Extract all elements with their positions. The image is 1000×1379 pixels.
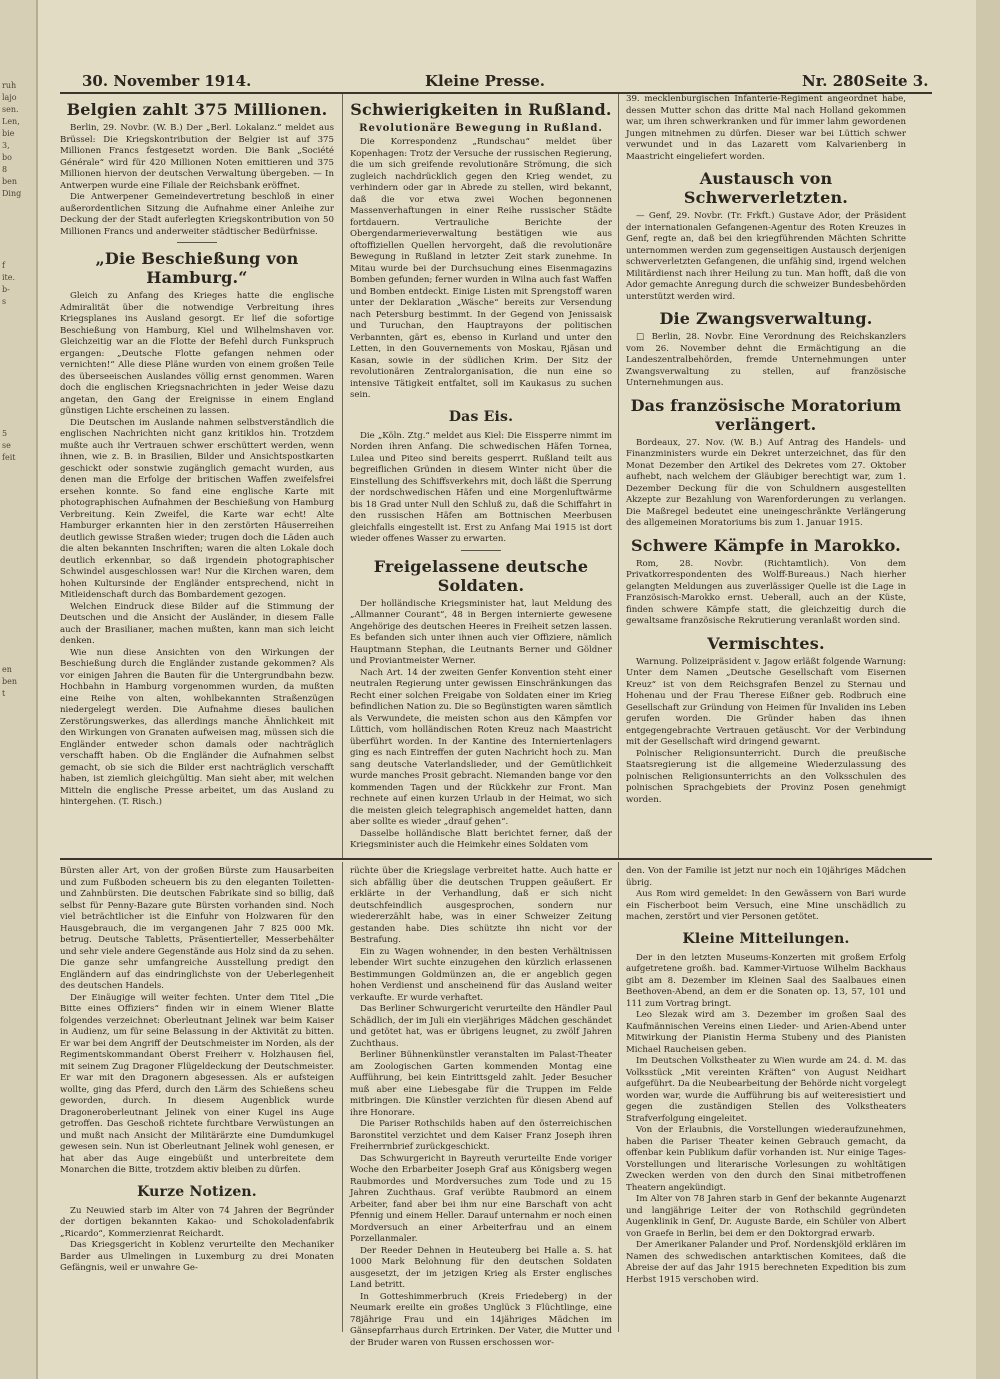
fragment-line: b-	[2, 285, 10, 294]
article-paragraph: Gleich zu Anfang des Krieges hatte die englische Admiralität über die notwendige Verbreitung ihres Kriegsplanes ins Ausland gesorgt. Er lief die sofortige Beschießung von Hamburg, Kiel und Wilhelmshaven vor. Gleichzeitig war an die Flotte der Befehl durch Funkspruch ergangen: „Deutsche Flotte gefangen nehmen oder vernichten!“ Alle diese Pläne wurden von einem großen Teile des überseeischen Auslandes völlig ernst genommen. Waren doch die englischen Kriegsnachrichten in jeder Weise dazu angetan, den Gang der Ereignisse in einem England günstigen Lichte erscheinen zu lassen.	[60, 291, 334, 416]
article-headline: Kurze Notizen.	[137, 1183, 257, 1200]
article-paragraph: Polnischer Religionsunterricht. Durch die preußische Staatsregierung ist die allgemeine Wiederzulassung des polnischen Religionsunterrichts an den Volksschulen des polnischen Sprachgebiets der Provinz Posen genehmigt worden.	[626, 748, 906, 805]
fragment-line: en	[2, 665, 12, 674]
bottom-column-2	[350, 866, 612, 1348]
adjacent-page-fragment	[0, 0, 38, 1379]
article-headline: Schwere Kämpfe in Marokko.	[631, 535, 901, 555]
column-rule	[618, 94, 619, 858]
column-2	[350, 94, 612, 856]
article-paragraph: Das Berliner Schwurgericht verurteilte den Händler Paul Schädlich, der im Juli ein vierjähriges Mädchen geschändet und getötet hat, was er übrigens leugnet, zu zwölf Jahren Zuchthaus.	[350, 1004, 612, 1049]
article-paragraph: — Genf, 29. Novbr. (Tr. Frkft.) Gustave Ador, der Präsident der internationalen Gefangenen-Agentur des Roten Kreuzes in Genf, regte an, daß bei den kriegführenden Mächten Schritte unternommen werden zum gegenseitigen Austausch derjenigen schwerverletzten Gefangenen, die unfähig sind, irgend welchen Militärdienst nach ihrer Heilung zu tun. Man hofft, daß die von Ador gemachte Anregung durch die schweizer Bundesbehörden unterstützt werden wird.	[626, 211, 906, 302]
fragment-line: feit	[2, 453, 16, 462]
article-headline: Die Zwangsverwaltung.	[659, 309, 873, 328]
article-paragraph: Im Deutschen Volkstheater zu Wien wurde am 24. d. M. das Volksstück „Mit vereinten Kräften“ von August Neidhart aufgeführt. Da die Neubearbeitung der Behörde nicht vorgelegt worden war, wurde die Aufführung bis auf weiteresistiert und gegen die zuständigen Stellen des Volkstheaters Strafverfolgung eingeleitet.	[626, 1056, 906, 1124]
article-paragraph: Leo Slezak wird am 3. Dezember im großen Saal des Kaufmännischen Vereins einen Lieder- und Arien-Abend unter Mitwirkung der Pianistin Herma Stubeny und des Pianisten Michael Raucheisen geben.	[626, 1010, 906, 1055]
fragment-line: 3,	[2, 141, 10, 150]
article-headline: Freigelassene deutsche Soldaten.	[373, 556, 589, 595]
article-headline: Austausch von Schwerverletzten.	[683, 169, 849, 207]
article-paragraph: Wie nun diese Ansichten von den Wirkungen der Beschießung durch die Engländer zustande gekommen? Als vor einigen Jahren die Bauten für die Untergrundbahn bezw. Hochbahn in Hamburg vorgenommen wurden, da mußten eine Reihe von alten, wohlbekannten Straßenzügen niedergelegt werden. Die Aufnahme dieses baulichen Zerstörungswerkes, das allerdings manche Ähnlichkeit mit den Wirkungen von Granaten aufweisen mag, müssen sich die Engländer entweder schon damals oder nachträglich verschafft haben. Ob die Engländer die Aufnahmen selbst gemacht, ob sie sich die Bilder erst nachträglich verschafft haben, ist ziemlich gleichgültig. Man sieht aber, mit welchen Mitteln die englische Presse arbeitet, um das Ausland zu hintergehen. (T. Risch.)	[60, 647, 334, 807]
article-paragraph: Das Kriegsgericht in Koblenz verurteilte den Mechaniker Barder aus Ulmelingen in Luxemburg zu drei Monaten Gefängnis, weil er unwahre Ge-	[60, 1240, 334, 1273]
article-paragraph: 39. mecklenburgischen Infanterie-Regiment angeordnet habe, dessen Mutter schon das dritte Mal nach Holland gekommen war, um ihren schwerkranken und für immer lahm gewordenen Jungen mitnehmen zu dürfen. Dieser war bei Lüttich schwer verwundet und in das Lazarett vom Kalvarienberg in Maastricht eingeliefert worden.	[626, 94, 906, 162]
fragment-line: f	[2, 261, 5, 270]
fragment-line: ben	[2, 177, 18, 186]
article-paragraph: Berlin, 29. Novbr. (W. B.) Der „Berl. Lokalanz.“ meldet aus Brüssel: Die Kriegskontribution der Belgier ist auf 375 Millionen Francs festgesetzt worden. Die Bank „Société Générale“ wird für 420 Millionen Noten emittieren und 375 Millionen hiervon der deutschen Verwaltung übergeben. — In Antwerpen wurde eine Filiale der Reichsbank eröffnet.	[60, 123, 334, 191]
fragment-line: t	[2, 689, 6, 698]
page-edge	[976, 0, 1000, 1379]
article-paragraph: Warnung. Polizeipräsident v. Jagow erläßt folgende Warnung: Unter dem Namen „Deutsche Gesellschaft vom Eisernen Kreuz“ ist von dem Reichsgrafen Benzel zu Sternau und Hohenau und der Frau Therese Eißner geb. Rodbruch eine Gesellschaft zur Gründung von Heimen für Invaliden ins Leben gerufen worden. Die Gründer haben das ihnen entgegengebrachte Vertrauen getäuscht. Vor der Verbindung mit der Gesellschaft wird dringend gewarnt.	[626, 656, 906, 747]
article-paragraph: Bordeaux, 27. Nov. (W. B.) Auf Antrag des Handels- und Finanzministers wurde ein Dekret unterzeichnet, das für den Monat Dezember den Artikel des Dekretes vom 27. Oktober aufhebt, nach welchem der Gläubiger berechtigt war, zum 1. Dezember Deckung für die von Schuldnern ausgestellten Akzepte zur Bezahlung von Warenforderungen zu verlangen. Die Maßregel bedeutet eine uneingeschränkte Verlängerung des allgemeinen Moratoriums bis zum 1. Januar 1915.	[626, 437, 906, 528]
article-paragraph: Der Reeder Dehnen in Heuteuberg bei Halle a. S. hat 1000 Mark Belohnung für den deutschen Soldaten ausgesetzt, der im jetzigen Krieg als Erster englisches Land betritt.	[350, 1245, 612, 1290]
article-paragraph: Die „Köln. Ztg.“ meldet aus Kiel: Die Eissperre nimmt im Norden ihren Anfang. Die schwedischen Häfen Tornea, Lulea und Piteo sind bereits gesperrt. Rußland teilt aus begreiflichen Gründen in diesem Winter nicht über die Einstellung des Schiffsverkehrs mit, doch läßt die Sperrung der nordschwedischen Häfen und eine Morgenluftwärme bis 18 Grad unter Null den Schluß zu, daß die Schiffahrt in den russischen Häfen am Bottnischen Meerbusen gleichfalls eingestellt ist. Erst zu Anfang Mai 1915 ist dort wieder offenes Wasser zu erwarten.	[350, 430, 612, 544]
column-rule	[342, 94, 343, 858]
article-headline: Belgien zahlt 375 Millionen.	[66, 100, 328, 119]
masthead	[60, 72, 932, 94]
fragment-line: se	[2, 441, 11, 450]
article-paragraph: Die Antwerpener Gemeindevertretung beschloß in einer außerordentlichen Sitzung die Aufnahme einer Anleihe zur Deckung der der Stadt auferlegten Kriegskontribution von 50 Millionen Francs und anderweiter städtischer Bedürfnisse.	[60, 192, 334, 237]
article-paragraph: In Gotteshimmerbruch (Kreis Friedeberg) in der Neumark ereilte ein großes Unglück 3 Flüchtlinge, eine 78jährige Frau und ein 14jähriges Mädchen im Gänsepfarrhaus durch Ertrinken. Der Vater, die Mutter und der Bruder waren von Russen erschossen wor-	[350, 1291, 612, 1348]
article-paragraph: Der in den letzten Museums-Konzerten mit großem Erfolg aufgetretene großh. bad. Kammer-Virtuose Wilhelm Backhaus gibt am 8. Dezember im Kleinen Saal des Saalbaues einen Beethoven-Abend, an dem er die Sonaten op. 13, 57, 101 und 111 zum Vortrag bringt.	[626, 952, 906, 1009]
article-paragraph: Aus Rom wird gemeldet: In den Gewässern von Bari wurde ein Fischerboot beim Versuch, eine Mine unschädlich zu machen, zerstört und vier Personen getötet.	[626, 889, 906, 922]
article-paragraph: Nach Art. 14 der zweiten Genfer Konvention steht einer neutralen Regierung unter gewissen Einschränkungen das Recht einer solchen Freigabe von Soldaten einer im Krieg befindlichen Nation zu. Die so Begünstigten waren sämtlich als Verwundete, die meisten schon aus den Kämpfen vor Lüttich, vom holländischen Roten Kreuz nach Maastricht überführt worden. In der Kantine des Interniertenlagers ging es nach Eintreffen der guten Nachricht hoch zu. Man sang deutsche Vaterlandslieder, und der Gemütlichkeit wurde manches Prosit gebracht. Niemanden bange vor den kommenden Tagen und der Rückkehr zur Front. Man rechnete auf einen kurzen Urlaub in der Heimat, wo sich die meisten gleich telegraphisch angemeldet hatten, dann aber sollte es wieder „drauf gehen“.	[350, 667, 612, 827]
fragment-line: sen.	[2, 105, 19, 114]
column-rule	[342, 862, 343, 1332]
column-rule	[618, 862, 619, 1332]
article-paragraph: Welchen Eindruck diese Bilder auf die Stimmung der Deutschen und die Ansicht der Ausländer, in diesem Falle auch der Brasilianer, machen mußten, kann man sich leicht denken.	[60, 601, 334, 646]
fragment-line: lajo	[2, 93, 17, 102]
article-paragraph: Das Schwurgericht in Bayreuth verurteilte Ende voriger Woche den Erbarbeiter Joseph Graf aus Königsberg wegen Raubmordes und Mordversuches zum Tode und zu 15 Jahren Zuchthaus. Graf verübte Raubmord an einem Arbeiter, fand aber bei ihm nur eine Barschaft von acht Pfennig und einem Heller. Darauf unternahm er noch einen Mordversuch an einer Arbeiterfrau und an einem Porzellanmaler.	[350, 1153, 612, 1244]
article-paragraph: Im Alter von 78 Jahren starb in Genf der bekannte Augenarzt und langjährige Leiter der von Rothschild gegründeten Augenklinik in Genf, Dr. Auguste Barde, ein Schüler von Albert von Graefe in Berlin, bei dem er den Doktorgrad erwarb.	[626, 1194, 906, 1239]
fragment-line: ite.	[2, 273, 16, 282]
issue-date: 30. November 1914.	[82, 72, 252, 90]
article-paragraph: den. Von der Familie ist jetzt nur noch ein 10jähriges Mädchen übrig.	[626, 866, 906, 888]
fragment-line: bo	[2, 153, 12, 162]
article-paragraph: Der holländische Kriegsminister hat, laut Meldung des „Allmanner Courant“, 48 in Bergen internierte gewesene Angehörige des deutschen Heeres in Freiheit setzen lassen. Es befanden sich unter ihnen auch vier Offiziere, nämlich Hauptmann Stephan, die Leutnants Berner und Göldner und Proviantmeister Werner.	[350, 598, 612, 666]
article-paragraph: Die Korrespondenz „Rundschau“ meldet über Kopenhagen: Trotz der Versuche der russischen Regierung, die um sich greifende revolutionäre Strömung, die sich zugleich nachdrücklich gegen den Krieg wendet, zu verhindern oder gar in Abrede zu stellen, wird bekannt, daß die vor etwa zwei Wochen begonnenen Massenverhaftungen in einer Reihe russischer Städte fortdauern. Vertrauliche Berichte der Obergendarmerieverwaltung bestätigen wie aus oftoffiziellen Quellen hervorgeht, daß die revolutionäre Bewegung in Rußland in letzter Zeit stark zunehme. In Mitau wurde bei der Durchsuchung eines Eisenmagazins Bomben gefunden; ferner wurden in Wilna auch fast Waffen und Bomben entdeckt. Einige Listen mit Sprengstoff waren unter der Deklaration „Wäsche“ bereits zur Versendung nach Petersburg bestimmt. In der Gegend von Jenissaisk und Turuchan, den Hauptrayons der politischen Verbannten, gärt es, ebenso in Kurland und unter den Letten, in den Gouvernements von Moskau, Rjäsan und Kasan, sowie in der südlichen Krim. Der Sitz der revolutionären Zentralorganisation, die nun eine so intensive Tätigkeit entfaltet, soll im Kaukasus zu suchen sein.	[350, 137, 612, 400]
separator	[461, 550, 501, 551]
article-headline: Das französische Moratorium verlängert.	[630, 395, 902, 434]
newspaper-title: Kleine Presse.	[425, 72, 546, 90]
fragment-line: 8	[2, 165, 8, 174]
fragment-line: Len,	[2, 117, 20, 126]
fragment-line: Ding	[2, 189, 22, 198]
article-paragraph: Bürsten aller Art, von der großen Bürste zum Hausarbeiten und zum Fußboden scheuern bis zu den eleganten Toiletten- und Zahnbürsten. Die deutschen Fabrikate sind so billig, daß selbst für Penny-Bazare gute Bürsten vorhanden sind. Noch viel beträchtlicher ist die Einfuhr von Holzwaren für den Hausgebrauch, die im vergangenen Jahr 7 825 000 Mk. betrug. Deutsche Tabletts, Präsentierteller, Messerbehälter und sehr viele andere Gegenstände aus Holz sind da zu sehen. Die ganze sehr umfangreiche Ausstellung predigt den Engländern auf das eindringlichste von der Ueberlegenheit des deutschen Handels.	[60, 866, 334, 991]
fragment-line: 5	[2, 429, 8, 438]
article-paragraph: Der Einäugige will weiter fechten. Unter dem Titel „Die Bitte eines Offiziers“ finden wir in einem Wiener Blatte folgendes verzeichnet: Oberleutnant Jelinek war beim Kaiser in Audienz, um für seine Belassung in der Aktivität zu bitten. Er war bei dem Angriff der Deutschmeister im Norden, als der Regimentskommandant Oberst Freiherr v. Holzhausen fiel, mit seinem Zug Dragoner Flügeldeckung der Deutschmeister. Er war mit den Dragonern abgesessen. Als er aufsteigen wollte, ging das Pferd, durch den Lärm des Schießens scheu geworden, durch. In diesem Augenblick wurde Dragoneroberleutnant Jelinek von einer Kugel ins Auge getroffen. Das Geschoß richtete furchtbare Verwüstungen an und mußt nach Ansicht der Militärärzte eine Dumdumkugel gewesen sein. Nun ist Oberleutnant Jelinek wohl genesen, er hat aber das Auge eingebüßt und unterbreitete dem Monarchen die Bitte, trotzdem aktiv bleiben zu dürfen.	[60, 992, 334, 1175]
article-headline: „Die Beschießung von Hamburg.“	[95, 249, 299, 287]
fragment-line: bie	[2, 129, 15, 138]
article-paragraph: Von der Erlaubnis, die Vorstellungen wiederaufzunehmen, haben die Pariser Theater keinen Gebrauch gemacht, da offenbar kein Publikum dafür vorhanden ist. Nur einige Tages-Vorstellungen und literarische Vorlesungen zu wohltätigen Zwecken werden von den durch den Sinai mitbetroffenen Theatern angekündigt.	[626, 1125, 906, 1193]
article-paragraph: Die Pariser Rothschilds haben auf den österreichischen Baronstitel verzichtet und dem Kaiser Franz Joseph ihren Freiherrnbrief zurückgeschickt.	[350, 1119, 612, 1152]
article-paragraph: Die Deutschen im Auslande nahmen selbstverständlich die englischen Nachrichten nicht ganz kritiklos hin. Trotzdem mußte auch ihr Vertrauen schwer erschüttert werden, wenn ihnen, wie z. B. in Brasilien, Bilder und Ansichtspostkarten geschickt oder sonstwie zugänglich gemacht wurden, aus denen man die Erfolge der britischen Waffen zweifelsfrei ersehen konnte. So fand eine englische Karte mit photographischen Aufnahmen der Beschießung von Hamburg Verbreitung. Kein Zweifel, die Karte war echt! Alte Hamburger erkannten hier in den zerstörten Häuserreihen deutlich gewisse Straßen wieder; trugen doch die Läden auch die alten bekannten Inschriften; waren die alten Lokale doch deutlich erkennbar, so daß irgendein photographischer Schwindel ausgeschlossen war! Nur die Kirchen waren, dem hohen Kultursinde der Engländer entsprechend, nicht in Mitleidenschaft durch das Bombardement gezogen.	[60, 417, 334, 600]
fragment-line: ruh	[2, 81, 17, 90]
fragment-line: s	[2, 297, 7, 306]
section-rule	[60, 858, 932, 860]
issue-number: Nr. 280.	[802, 72, 870, 90]
bottom-column-1	[60, 866, 334, 1332]
article-paragraph: rüchte über die Kriegslage verbreitet hatte. Auch hatte er sich abfällig über die deutschen Truppen geäußert. Er erklärte in der Verhandlung, daß er sich nicht deutschfeindlich ausgesprochen, sondern nur wiedererzählt habe, was in einer Schweizer Zeitung gestanden habe. Dies schützte ihn nicht vor der Bestrafung.	[350, 866, 612, 945]
article-headline: Vermischtes.	[707, 633, 825, 653]
separator	[177, 242, 217, 243]
article-subhead: Revolutionäre Bewegung in Rußland.	[359, 123, 603, 134]
column-3	[626, 94, 906, 856]
article-paragraph: Ein zu Wagen wohnender, in den besten Verhältnissen lebender Wirt suchte einzugehen den kürzlich erlassenen Bestimmungen Goldmünzen an, die er angeblich gegen hohen Verdienst und anscheinend für das Ausland weiter verkaufte. Er wurde verhaftet.	[350, 946, 612, 1003]
article-paragraph: □ Berlin, 28. Novbr. Eine Verordnung des Reichskanzlers vom 26. November dehnt die Ermächtigung an die Landeszentralbehörden, fremde Unternehmungen unter Zwangsverwaltung zu stellen, auf französische Unternehmungen aus.	[626, 332, 906, 388]
article-headline: Das Eis.	[448, 408, 514, 425]
article-headline: Kleine Mitteilungen.	[682, 930, 850, 947]
page-number: Seite 3.	[865, 72, 929, 90]
fragment-line: ben	[2, 677, 18, 686]
article-paragraph: Zu Neuwied starb im Alter von 74 Jahren der Begründer der dortigen bekannten Kakao- und Schokoladenfabrik „Ricardo“, Kommerzienrat Reichardt.	[60, 1205, 334, 1239]
column-1	[60, 94, 334, 856]
article-paragraph: Rom, 28. Novbr. (Richtamtlich). Von dem Privatkorrespondenten des Wolff-Bureaus.) Nach hierher gelangten Meldungen aus zuverlässiger Quelle ist die Lage in Französisch-Marokko ernst. Ueberall, auch an der Küste, finden schwere Kämpfe statt, die gleichzeitig durch die gewaltsame französische Rekrutierung veranlaßt worden sind.	[626, 558, 906, 626]
bottom-column-3	[626, 866, 906, 1332]
article-paragraph: Der Amerikaner Palander und Prof. Nordenskjöld erklären im Namen des schwedischen antarktischen Komitees, daß die Abreise der auf das Jahr 1915 berechneten Expedition bis zum Herbst 1915 verschoben wird.	[626, 1240, 906, 1285]
article-paragraph: Dasselbe holländische Blatt berichtet ferner, daß der Kriegsminister auch die Heimkehr eines Soldaten vom	[350, 828, 612, 850]
article-headline: Schwierigkeiten in Rußland.	[350, 100, 612, 119]
article-paragraph: Berliner Bühnenkünstler veranstalten im Palast-Theater am Zoologischen Garten kommenden Montag eine Aufführung, bei kein Eintrittsgeld zahlt. Jeder Besucher muß aber eine Liebesgabe für die Truppen im Felde mitbringen. Die Künstler verzichten für diesen Abend auf ihre Honorare.	[350, 1050, 612, 1118]
